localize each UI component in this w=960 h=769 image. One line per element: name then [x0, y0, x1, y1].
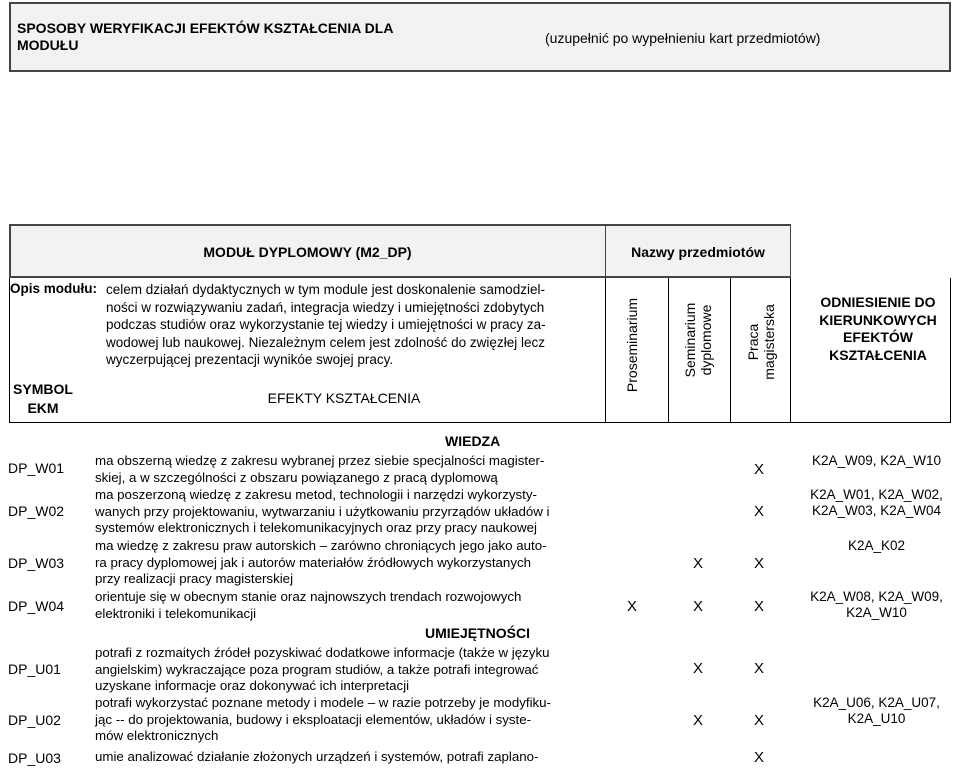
section-wiedza: WIEDZA — [445, 433, 501, 449]
row-description — [95, 695, 593, 745]
row-symbol: DP_W04 — [8, 598, 65, 614]
row-description — [95, 749, 593, 766]
praca-heading — [745, 287, 777, 397]
row-description — [95, 645, 593, 695]
seminarium-heading — [682, 285, 714, 395]
row-description — [95, 538, 593, 588]
opis-line: ności w rozwiązywaniu zadań, integracja wiedzy i umiejętności zdobytych — [106, 299, 545, 315]
description-line: potrafi wykorzystać poznane metody i modele – w razie potrzeby je modyfiku- — [95, 695, 551, 710]
row-description — [95, 487, 593, 537]
row-symbol: DP_U03 — [8, 750, 61, 766]
praca-line: magisterska — [761, 304, 777, 380]
mark-praca: X — [754, 555, 765, 572]
reference-line: K2A_W08, K2A_W09, — [810, 589, 943, 604]
odniesienie-heading: ODNIESIENIE DO KIERUNKOWYCH EFEKTÓW KSZTAŁCENIA — [819, 294, 937, 363]
row-symbol: DP_U01 — [8, 661, 61, 677]
opis-line: wodowej lub naukowej. Niezależnym celem jest zdolność do zwięzłej lecz — [106, 334, 545, 350]
row-description — [95, 589, 593, 622]
opis-line: podczas studiów oraz wykorzystanie tej wiedzy i umiejętności w pracy za- — [106, 317, 546, 332]
top-note: (uzupełnić po wypełnieniu kart przedmiotów) — [545, 30, 821, 46]
description-line: uzyskane informacje oraz dokonywać ich interpretacji — [95, 678, 410, 693]
reference-line: K2A_W09, K2A_W10 — [811, 453, 942, 468]
reference-line: K2A_U06, K2A_U07, — [813, 695, 940, 710]
description-line: ma poszerzoną wiedzę z zakresu metod, technologii i narzędzi wykorzysty- — [95, 487, 537, 502]
row-symbol: DP_W02 — [8, 503, 65, 519]
row-symbol: DP_W01 — [8, 460, 65, 476]
efekty-heading: EFEKTY KSZTAŁCENIA — [267, 390, 421, 406]
description-line: systemów elektronicznych i telekomunikacyjnych oraz przy pracy naukowej — [95, 520, 537, 535]
mark-praca: X — [754, 660, 765, 677]
col-line-4 — [790, 278, 791, 423]
mark-praca: X — [754, 712, 765, 729]
description-line: umie analizować działanie złożonych urządzeń i systemów, potrafi zaplano- — [95, 749, 539, 764]
module-name: MODUŁ DYPLOMOWY (M2_DP) — [203, 244, 412, 260]
description-line: orientuje się w obecnym stanie oraz najnowszych trendach rozwojowych — [95, 589, 522, 604]
header-bottom-line — [9, 422, 951, 423]
description-line: ra pracy dyplomowej jak i autorów materiałów źródłowych wykorzystanych — [95, 554, 532, 570]
col-line-2 — [668, 278, 669, 423]
description-line: potrafi z rozmaitych źródeł pozyskiwać dodatkowe informacje (także w języku — [95, 645, 550, 660]
row-reference — [798, 453, 955, 469]
description-line: angielskim) wykraczające poza program studiów, a także potrafi integrować — [95, 661, 539, 677]
description-line: ma obszerną wiedzę z zakresu wybranej przez siebie specjalności magister- — [95, 453, 545, 468]
reference-line: K2A_W10 — [846, 605, 907, 620]
mark-praca: X — [754, 503, 765, 520]
opis-label: Opis modułu: — [10, 281, 97, 296]
description-line: wanych przy projektowaniu, wytwarzaniu i użytkowaniu przyrządów układów i — [95, 503, 550, 519]
seminarium-line: dyplomowe — [698, 304, 714, 376]
header-right-border — [950, 278, 951, 423]
col-line-1 — [605, 278, 606, 423]
row-symbol: DP_U02 — [8, 712, 61, 728]
description-line: jąc -- do projektowania, budowy i eksploatacji elementów, układów i syste- — [95, 711, 532, 727]
row-reference — [798, 487, 955, 519]
mark-praca: X — [754, 461, 765, 478]
mark-seminarium: X — [693, 712, 704, 729]
row-reference — [798, 589, 955, 621]
description-line: przy realizacji pracy magisterskiej — [95, 571, 294, 586]
reference-line: K2A_W03, K2A_W04 — [811, 503, 942, 518]
mark-seminarium: X — [693, 555, 704, 572]
row-description — [95, 453, 593, 486]
mark-seminarium: X — [693, 660, 704, 677]
mark-proseminarium: X — [627, 598, 638, 615]
mark-praca: X — [754, 598, 765, 615]
description-line: elektroniki i telekomunikacji — [95, 605, 257, 621]
description-line: ma wiedzę z zakresu praw autorskich – zarówno chroniących jego jako auto- — [95, 538, 547, 553]
row-reference — [798, 538, 955, 554]
mark-seminarium: X — [693, 598, 704, 615]
description-line: mów elektronicznych — [95, 728, 219, 743]
mark-praca: X — [754, 749, 765, 766]
header-left-border — [9, 278, 10, 423]
subjects-heading: Nazwy przedmiotów — [631, 244, 765, 260]
opis-text — [106, 281, 596, 369]
praca-line: Praca — [745, 323, 761, 361]
row-symbol: DP_W03 — [8, 555, 65, 571]
section-umiejetnosci: UMIEJĘTNOŚCI — [425, 625, 531, 641]
symbol-ekm-heading: SYMBOL EKM — [13, 381, 73, 416]
opis-line: celem działań dydaktycznych w tym module jest doskonalenie samodziel- — [106, 282, 545, 297]
row-reference — [798, 695, 955, 727]
top-title: SPOSOBY WERYFIKACJI EFEKTÓW KSZTAŁCENIA DLA MODUŁU — [17, 20, 393, 53]
proseminarium-heading: Proseminarium — [624, 297, 640, 393]
description-line: skiej, a w szczególności z obszaru powiązanego z pracą dyplomową — [95, 469, 498, 485]
reference-line: K2A_W01, K2A_W02, — [810, 487, 943, 502]
col-line-3 — [730, 278, 731, 423]
seminarium-line: Seminarium — [682, 302, 698, 378]
opis-line: wyczerpującej prezentacji wynikóe swojej pracy. — [106, 352, 394, 367]
reference-line: K2A_K02 — [847, 538, 906, 553]
reference-line: K2A_U10 — [847, 711, 906, 726]
